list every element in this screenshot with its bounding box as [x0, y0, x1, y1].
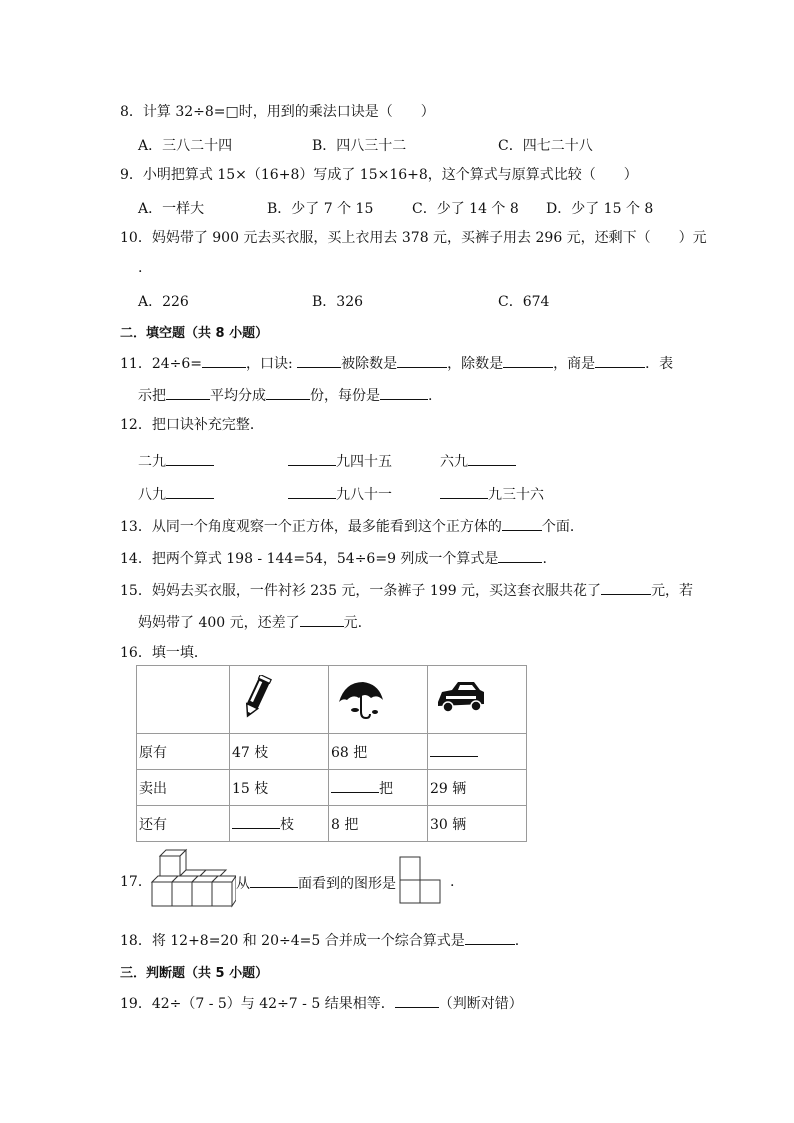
- q19: [120, 993, 523, 1013]
- q12-text: 八九: [138, 487, 166, 503]
- q17-text-line: [236, 873, 396, 893]
- table-cell: [428, 734, 527, 770]
- q11-text: 平均分成: [210, 388, 266, 404]
- q11-text: ，商是: [553, 356, 596, 372]
- q11-blank-dividend[interactable]: [397, 353, 447, 368]
- q17-text: 从: [236, 876, 250, 892]
- q14-blank[interactable]: [498, 548, 542, 563]
- q17-number: 17．: [120, 874, 152, 890]
- q11-blank-total[interactable]: [166, 385, 210, 400]
- q10-option-b[interactable]: B．326: [312, 294, 364, 310]
- section-title-fill-in: 二．填空题（共 8 小题）: [120, 326, 269, 341]
- q11-blank-result[interactable]: [202, 353, 246, 368]
- q17-blank-direction[interactable]: [250, 873, 298, 888]
- q15-blank-short[interactable]: [300, 612, 344, 627]
- q10-stem: 10．妈妈带了 900 元去买衣服，买上衣用去 378 元，买裤子用去 296 元，还剩下（ ）元: [120, 230, 707, 246]
- table-cell: 30 辆: [428, 806, 527, 842]
- q16-blank-umbrella-sold[interactable]: [331, 778, 379, 793]
- umbrella-icon: [335, 676, 385, 720]
- q11-line1: [120, 353, 673, 373]
- q11-blank-parts[interactable]: [266, 385, 310, 400]
- q11-text: 11．24÷6=: [120, 356, 202, 372]
- q12-blank[interactable]: [166, 484, 214, 499]
- q16-stem: 16．填一填．: [120, 645, 208, 661]
- q17-text: 面看到的图形是: [298, 876, 396, 892]
- q16-blank-car-original[interactable]: [430, 742, 478, 757]
- q18-text: .: [514, 933, 520, 949]
- row-label: 还有: [137, 806, 230, 842]
- q12-r1c1: [138, 451, 214, 471]
- q12-blank[interactable]: [288, 451, 336, 466]
- table-cell: 47 枝: [230, 734, 329, 770]
- q12-blank[interactable]: [440, 484, 488, 499]
- q16-table: [136, 665, 527, 842]
- q16-blank-pencil-left[interactable]: [232, 814, 280, 829]
- q8-option-b[interactable]: B．四八三十二: [312, 138, 407, 154]
- q15-text: 元，若: [651, 583, 694, 599]
- q11-blank-quotient[interactable]: [595, 353, 645, 368]
- unit-text: 把: [379, 780, 393, 797]
- table-cell: 29 辆: [428, 770, 527, 806]
- q12-stem: 12．把口诀补充完整．: [120, 417, 264, 433]
- q12-text: 九三十六: [488, 487, 544, 503]
- q15-line1: [120, 580, 693, 600]
- q15-line2: [138, 612, 362, 632]
- q13-text: 13．从同一个角度观察一个正方体，最多能看到这个正方体的: [120, 519, 502, 535]
- table-corner: [137, 666, 230, 734]
- q12-text: 九八十一: [336, 487, 392, 503]
- q15-text: 15．妈妈去买衣服，一件衬衫 235 元，一条裤子 199 元，买这套衣服共花了: [120, 583, 602, 599]
- q12-text: 九四十五: [336, 454, 392, 470]
- row-label: 卖出: [137, 770, 230, 806]
- q12-blank[interactable]: [288, 484, 336, 499]
- view-shape-figure: [399, 856, 443, 904]
- table-cell: 15 枝: [230, 770, 329, 806]
- q11-line2: [138, 385, 432, 405]
- q13-text: 个面．: [541, 519, 584, 535]
- row-label: 原有: [137, 734, 230, 770]
- q11-text: ，除数是: [447, 356, 504, 372]
- q8-option-a[interactable]: A．三八二十四: [138, 138, 233, 154]
- q15-blank-total[interactable]: [601, 580, 651, 595]
- q15-text: 元.: [343, 615, 363, 631]
- q9-option-a[interactable]: A．一样大: [138, 201, 205, 217]
- q12-text: 二九: [138, 454, 166, 470]
- q19-text: 19．42÷（7 - 5）与 42÷7 - 5 结果相等．: [120, 996, 395, 1012]
- table-cell: [329, 770, 428, 806]
- q19-text: （判断对错）: [438, 996, 523, 1012]
- table-cell: 8 把: [329, 806, 428, 842]
- q14-text: 14．把两个算式 198 - 144=54，54÷6=9 列成一个算式是: [120, 551, 499, 567]
- q12-blank[interactable]: [166, 451, 214, 466]
- q9-option-d[interactable]: D．少了 15 个 8: [546, 201, 654, 217]
- q9-option-b[interactable]: B．少了 7 个 15: [267, 201, 374, 217]
- q14: [120, 548, 547, 568]
- q19-blank[interactable]: [395, 993, 439, 1008]
- q8-stem: 8．计算 32÷8=□时，用到的乘法口诀是（ ）: [120, 104, 435, 120]
- q12-r2c3: [440, 484, 544, 504]
- q12-r1c3: [440, 451, 516, 471]
- q10-option-a[interactable]: A．226: [138, 294, 189, 310]
- q18: [120, 930, 519, 950]
- q11-blank-rhyme[interactable]: [297, 353, 341, 368]
- pencil-cell: [230, 666, 329, 734]
- q11-text: .: [428, 388, 433, 404]
- table-cell: [230, 806, 329, 842]
- car-cell: [428, 666, 527, 734]
- q11-text: ．表: [645, 356, 674, 372]
- q14-text: .: [542, 551, 547, 567]
- q15-text: 妈妈带了 400 元，还差了: [138, 615, 300, 631]
- q13-blank[interactable]: [502, 516, 542, 531]
- q10-option-c[interactable]: C．674: [498, 294, 550, 310]
- q18-text: 18．将 12+8=20 和 20÷4=5 合并成一个综合算式是: [120, 933, 465, 949]
- q11-blank-divisor[interactable]: [503, 353, 553, 368]
- section-title-true-false: 三．判断题（共 5 小题）: [120, 966, 269, 981]
- q11-text: 份，每份是: [310, 388, 380, 404]
- q12-r2c2: [288, 484, 392, 504]
- unit-text: 枝: [280, 816, 294, 833]
- q17-end: .: [450, 874, 455, 890]
- pencil-icon: [236, 675, 276, 721]
- q11-blank-each[interactable]: [380, 385, 428, 400]
- q12-r2c1: [138, 484, 214, 504]
- car-icon: [434, 678, 488, 718]
- q18-blank[interactable]: [465, 930, 515, 945]
- q12-text: 六九: [440, 454, 468, 470]
- q9-stem: 9．小明把算式 15×（16+8）写成了 15×16+8，这个算式与原算式比较（ ）: [120, 167, 638, 183]
- q9-option-c[interactable]: C．少了 14 个 8: [412, 201, 519, 217]
- umbrella-cell: [329, 666, 428, 734]
- q11-text: 示把: [138, 388, 166, 404]
- q12-r1c2: [288, 451, 392, 471]
- q8-option-c[interactable]: C．四七二十八: [498, 138, 593, 154]
- q11-text: 被除数是: [341, 356, 398, 372]
- cube-stack-figure: [150, 848, 236, 914]
- q10-stem-cont: .: [138, 260, 143, 276]
- q13: [120, 516, 584, 536]
- table-cell: 68 把: [329, 734, 428, 770]
- q12-blank[interactable]: [468, 451, 516, 466]
- q11-text: ，口诀:: [246, 356, 293, 372]
